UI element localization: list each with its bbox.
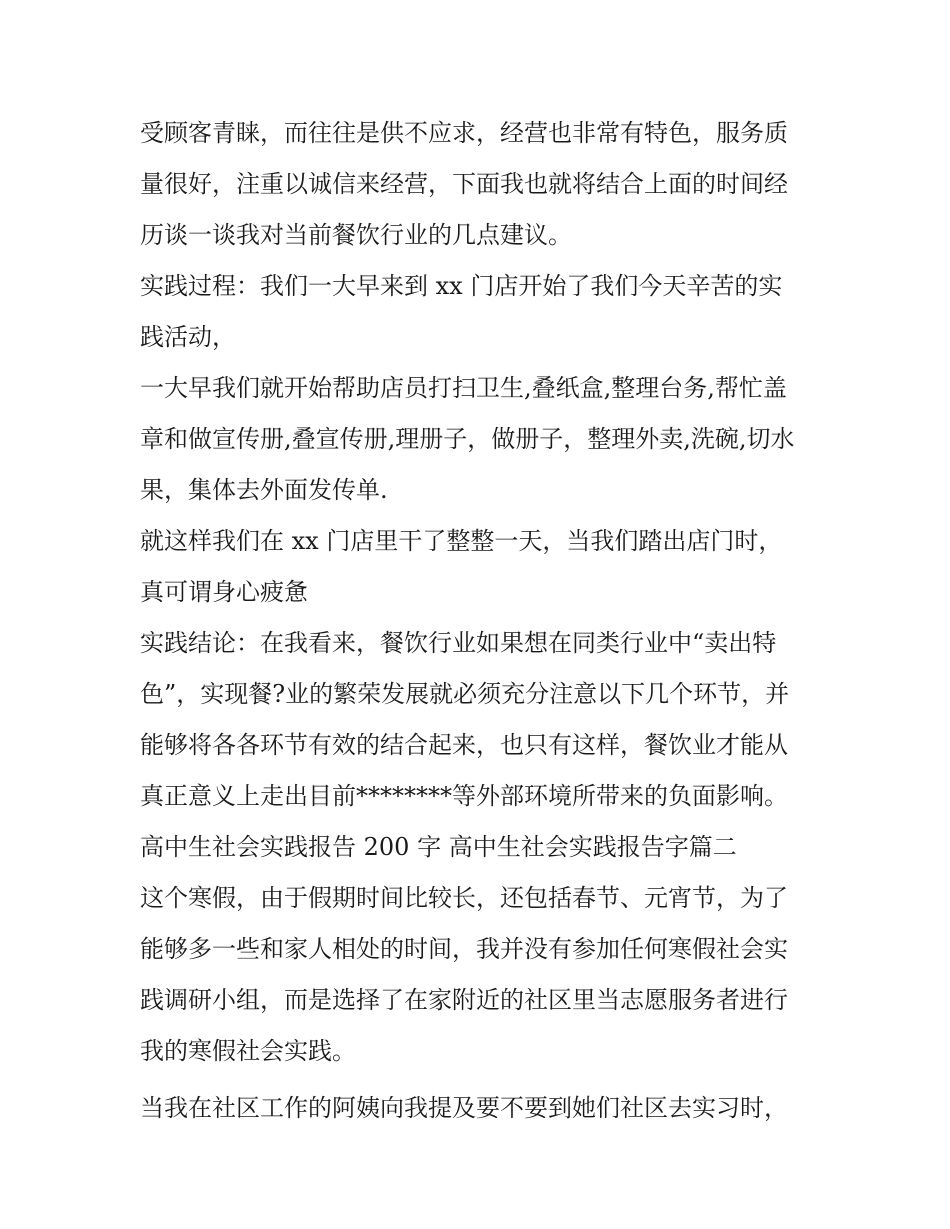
text-line: 色”，实现餐?业的繁荣发展就必须充分注意以下几个环节，并: [140, 680, 790, 708]
text-line: 能够将各各环节有效的结合起来，也只有这样，餐饮业才能从: [140, 731, 788, 759]
text-line: 这个寒假，由于假期时间比较长，还包括春节、元宵节，为了: [140, 884, 788, 912]
text-line: 践活动，: [140, 323, 236, 351]
text-line: 能够多一些和家人相处的时间，我并没有参加任何寒假社会实: [140, 935, 788, 963]
text-line: 果，集体去外面发传单.: [140, 476, 388, 504]
document-body: [140, 108, 820, 1134]
text-line: 实践过程：我们一大早来到 xx 门店开始了我们今天辛苦的实: [140, 272, 783, 300]
text-line: 真可谓身心疲惫: [140, 578, 308, 606]
text-line: 一大早我们就开始帮助店员打扫卫生,叠纸盒,整理台务,帮忙盖: [140, 374, 787, 402]
text-line: 践调研小组，而是选择了在家附近的社区里当志愿服务者进行: [140, 986, 788, 1014]
text-line: 当我在社区工作的阿姨向我提及要不要到她们社区去实习时，: [140, 1094, 788, 1122]
text-line: 量很好，注重以诚信来经营，下面我也就将结合上面的时间经: [140, 170, 788, 198]
text-line: 实践结论：在我看来，餐饮行业如果想在同类行业中“卖出特: [140, 629, 777, 657]
text-line: 章和做宣传册,叠宣传册,理册子，做册子，整理外卖,洗碗,切水: [140, 425, 795, 453]
text-line: 我的寒假社会实践。: [140, 1037, 356, 1065]
text-line: 就这样我们在 xx 门店里干了整整一天，当我们踏出店门时，: [140, 527, 783, 555]
section-heading: 高中生社会实践报告 200 字 高中生社会实践报告字篇二: [140, 833, 737, 861]
text-line: 受顾客青睐，而往往是供不应求，经营也非常有特色，服务质: [140, 119, 788, 147]
text-line: 真正意义上走出目前********等外部环境所带来的负面影响。: [140, 782, 788, 810]
text-line: 历谈一谈我对当前餐饮行业的几点建议。: [140, 221, 572, 249]
